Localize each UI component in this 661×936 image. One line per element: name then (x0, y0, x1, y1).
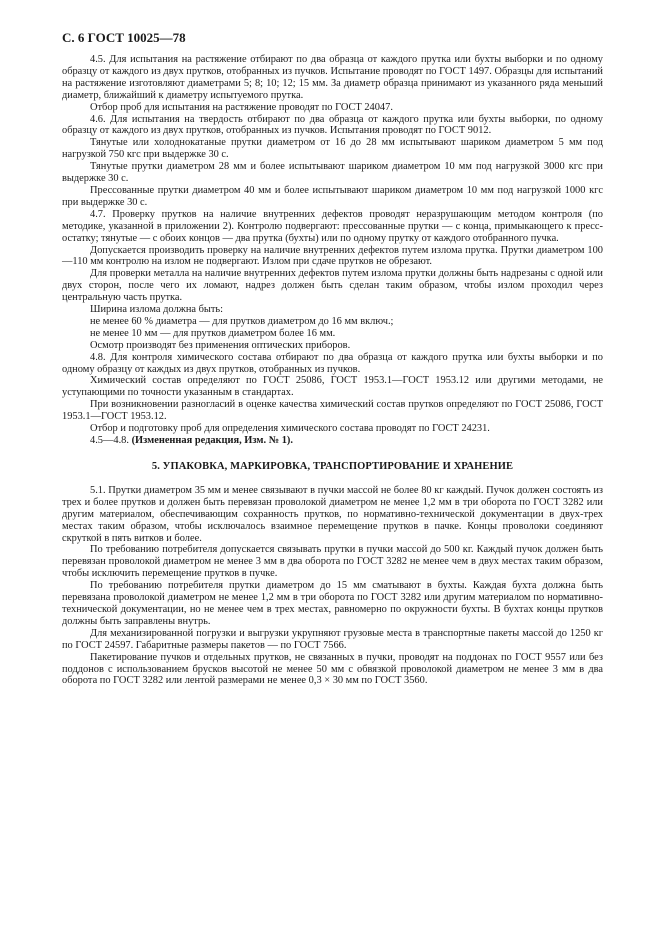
list-item: Осмотр производят без применения оптических приборов. (90, 339, 351, 351)
paragraph-5-1: 5.1. Прутки диаметром 35 мм и менее связывают в пучки массой не более 80 кг каждый. Пучок должен состоять из трех и более прутков и должен быть перевязан проволокой диаметром не менее 1,2 мм в три оборота по ГОСТ 3282 или другим материалом, обеспечивающим сохранность прутков, по нормативно-технической документации в двух-трех местах таким образом, чтобы исключалось взаимное перемещение прутков в пачке. Концы проволоки соединяют скруткой в пять витков и более. (62, 484, 603, 544)
list-intro: Ширина излома должна быть: (90, 304, 224, 316)
list-item: не менее 60 % диаметра — для прутков диаметром до 16 мм включ.; (90, 315, 394, 327)
paragraph-bundles-500kg: По требованию потребителя допускается связывать прутки в пучки массой до 500 кг. Каждый пучок должен быть перевязан проволокой диаметром не менее 3 мм в два оборота по ГОСТ 3282 не менее чем в двух местах таким образом, чтобы исключить перемещение прутков в пучке. (62, 544, 603, 580)
paragraph-palletizing: Пакетирование пучков и отдельных прутков, не связанных в пучки, проводят на поддонах по ГОСТ 9557 или без поддонов с использованием брусков высотой не менее 50 мм с обвязкой проволокой диаметром не менее 3 мм в два оборота по ГОСТ 3282 или лентой размерами не менее 0,3 × 30 мм по ГОСТ 3560. (62, 651, 603, 687)
amendment-range: 4.5—4.8. (90, 435, 129, 446)
paragraph-hardness-28mm: Тянутые прутки диаметром 28 мм и более испытывают шариком диаметром 10 мм под нагрузкой 3000 кгс при выдержке 30 с. (62, 161, 603, 185)
paragraph-hardness-drawn: Тянутые или холоднокатаные прутки диаметром от 16 до 28 мм испытывают шариком диаметром 5 мм под нагрузкой 750 кгс при выдержке 30 с. (62, 137, 603, 161)
section-5-heading: 5. УПАКОВКА, МАРКИРОВКА, ТРАНСПОРТИРОВАНИЕ И ХРАНЕНИЕ (151, 460, 514, 472)
paragraph-hardness-pressed: Прессованные прутки диаметром 40 мм и более испытывают шариком диаметром 10 мм под нагрузкой 1000 кгс при выдержке 30 с. (62, 184, 603, 208)
paragraph-4-8: 4.8. Для контроля химического состава отбирают по два образца от каждого прутка или бухты выборки и по одному образцу от каждых из двух прутков, отобранных из пучков. (62, 351, 603, 375)
paragraph-notch: Для проверки металла на наличие внутренних дефектов путем излома прутки должны быть надрезаны с одной или двух сторон, после чего их ломают, надрез должен быть сделан таким образом, чтобы излом проходил через центральную часть прутка. (62, 268, 603, 304)
running-head: С. 6 ГОСТ 10025—78 (62, 30, 186, 45)
list-item: не менее 10 мм — для прутков диаметром более 16 мм. (90, 327, 336, 339)
paragraph-4-6: 4.6. Для испытания на твердость отбирают по два образца от каждого прутка или бухты выборки, по одному образцу от каждого из двух прутков, отобранных из пучков. Испытания проводят по ГОСТ 9012. (62, 113, 603, 137)
paragraph-4-5: 4.5. Для испытания на растяжение отбирают по два образца от каждого прутка или бухты выборки и по одному образцу от каждого из двух прутков, отобранных из пучков. Испытание проводят по ГОСТ 1497. Образцы для испытаний на растяжение изготовляют диаметрами 5; 8; 10; 12; 15 мм. За диаметр образца принимают из указанного ряда меньший диаметр, ближайший к диаметру испытуемого прутка. (62, 54, 603, 101)
page-content (62, 54, 603, 687)
amendment-note (62, 435, 603, 447)
paragraph-chem-sampling: Отбор и подготовку проб для определения химического состава проводят по ГОСТ 24231. (90, 423, 490, 435)
amendment-text: (Измененная редакция, Изм. № 1). (131, 435, 293, 446)
paragraph-4-5-sampling: Отбор проб для испытания на растяжение проводят по ГОСТ 24047. (90, 101, 393, 113)
paragraph-4-7: 4.7. Проверку прутков на наличие внутренних дефектов проводят неразрушающим методом контроля (по методике, указанной в приложении 2). Контролю подвергают: прессованные прутки — с конца, примыкающего к пресс-остатку; тянутые — с обоих концов — два прутка (бухты) или по одному прутку от каждого отобранного пучка. (62, 208, 603, 244)
paragraph-fracture-check: Допускается производить проверку на наличие внутренних дефектов путем излома прутка. Прутки диаметром 100—110 мм контролю на излом не подвергают. Излом при сдаче прутков не обрезают. (62, 244, 603, 268)
paragraph-chem-method: Химический состав определяют по ГОСТ 25086, ГОСТ 1953.1—ГОСТ 1953.12 или другими методами, не уступающими по точности указанным в стандартах. (62, 375, 603, 399)
paragraph-packages: Для механизированной погрузки и выгрузки укрупняют грузовые места в транспортные пакеты массой до 1250 кг по ГОСТ 24597. Габаритные размеры пакетов — по ГОСТ 7566. (62, 627, 603, 651)
paragraph-coils: По требованию потребителя прутки диаметром до 15 мм сматывают в бухты. Каждая бухта должна быть перевязана проволокой диаметром не менее 1,2 мм в три оборота по ГОСТ 3282 или другим материалом по нормативно-технической документации, но не менее чем в трех местах, равномерно по окружности бухты. В бухтах концы прутков должны быть заправлены внутрь. (62, 580, 603, 627)
paragraph-chem-disputes: При возникновении разногласий в оценке качества химический состав прутков определяют по ГОСТ 25086, ГОСТ 1953.1—ГОСТ 1953.12. (62, 399, 603, 423)
